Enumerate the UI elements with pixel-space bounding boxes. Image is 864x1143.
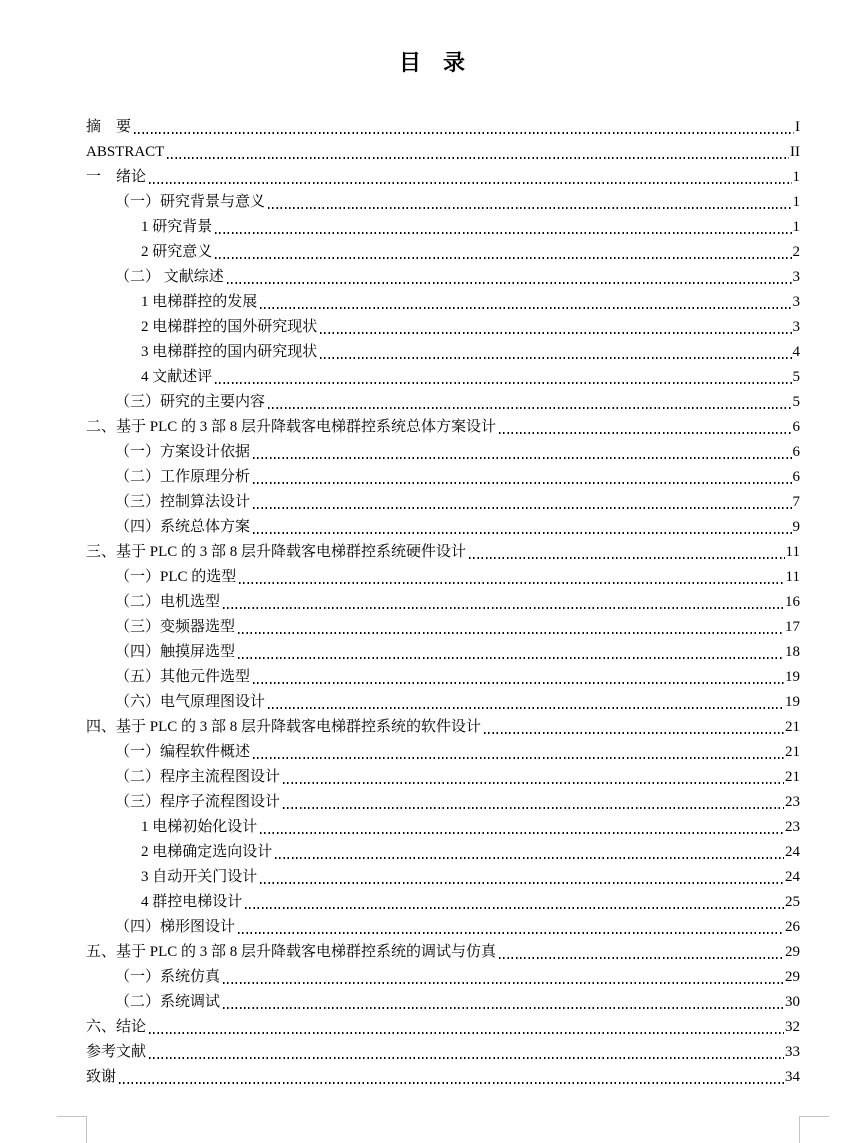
toc-entry-label: 一 绪论 [86,169,147,185]
toc-entry[interactable] [86,815,800,840]
dot-leader [320,357,791,359]
toc-entry[interactable] [86,990,800,1015]
dot-leader [283,807,784,809]
toc-entry-label: （二）电机选型 [115,594,221,610]
toc-entry-page: 32 [785,1019,800,1035]
toc-entry-label: 2 电梯群控的国外研究现状 [141,319,318,335]
margin-crop-mark-bottom-right [799,1116,829,1143]
dot-leader [268,707,784,709]
toc-entry-page: 3 [792,319,800,335]
toc-entry[interactable] [86,465,800,490]
toc-entry-label: 1 电梯初始化设计 [141,819,258,835]
toc-entry[interactable] [86,865,800,890]
toc-entry[interactable] [86,740,800,765]
toc-entry[interactable] [86,715,800,740]
toc-entry-label: 摘 要 [86,119,132,135]
toc-entry-label: （三）变频器选型 [115,619,236,635]
toc-entry-page: 6 [792,469,800,485]
toc-entry-page: II [790,144,800,160]
toc-list [86,115,800,1090]
toc-entry-label: （一）研究背景与意义 [115,194,266,210]
toc-entry-page: 17 [785,619,800,635]
dot-leader [215,257,791,259]
toc-entry-page: 24 [785,869,800,885]
toc-entry[interactable] [86,940,800,965]
toc-entry[interactable] [86,290,800,315]
toc-entry-label: （四）触摸屏选型 [115,644,236,660]
toc-entry[interactable] [86,640,800,665]
toc-entry-page: 9 [792,519,800,535]
toc-entry-label: （二）程序主流程图设计 [115,769,281,785]
dot-leader [260,832,784,834]
dot-leader [253,757,784,759]
dot-leader [238,657,784,659]
toc-entry-label: （四）梯形图设计 [115,919,236,935]
toc-entry[interactable] [86,565,800,590]
toc-entry-label: 致谢 [86,1069,117,1085]
toc-entry-label: 4 文献述评 [141,369,213,385]
dot-leader [238,632,784,634]
toc-entry-page: 21 [785,769,800,785]
toc-entry-page: 1 [792,219,800,235]
toc-entry-page: 1 [792,194,800,210]
toc-entry-label: 3 电梯群控的国内研究现状 [141,344,318,360]
toc-entry-label: （三）控制算法设计 [115,494,251,510]
toc-entry-page: 18 [785,644,800,660]
dot-leader [283,782,784,784]
toc-entry-label: 2 研究意义 [141,244,213,260]
dot-leader [260,307,791,309]
toc-entry[interactable] [86,340,800,365]
toc-entry[interactable] [86,315,800,340]
toc-entry-label: （三）程序子流程图设计 [115,794,281,810]
toc-entry-label: （二）系统调试 [115,994,221,1010]
toc-entry[interactable] [86,390,800,415]
dot-leader [223,607,784,609]
toc-entry[interactable] [86,790,800,815]
dot-leader [484,732,784,734]
toc-entry[interactable] [86,765,800,790]
dot-leader [268,207,791,209]
toc-entry-label: 2 电梯确定选向设计 [141,844,273,860]
toc-entry-label: 3 自动开关门设计 [141,869,258,885]
toc-entry[interactable] [86,365,800,390]
toc-entry-page: 2 [792,244,800,260]
dot-leader [238,932,784,934]
dot-leader [268,407,791,409]
toc-entry[interactable] [86,1015,800,1040]
toc-entry-label: （六）电气原理图设计 [115,694,266,710]
toc-entry-label: （一）系统仿真 [115,969,221,985]
dot-leader [149,1032,784,1034]
dot-leader [119,1082,784,1084]
toc-entry-label: 1 电梯群控的发展 [141,294,258,310]
toc-entry-page: 30 [785,994,800,1010]
toc-entry[interactable] [86,1040,800,1065]
toc-entry[interactable] [86,915,800,940]
toc-entry[interactable] [86,1065,800,1090]
toc-entry-page: 16 [785,594,800,610]
toc-entry-page: 26 [785,919,800,935]
toc-entry-page: 33 [785,1044,800,1060]
toc-entry-page: 7 [792,494,800,510]
toc-entry[interactable] [86,690,800,715]
toc-entry[interactable] [86,215,800,240]
toc-entry[interactable] [86,590,800,615]
toc-entry-page: 3 [792,294,800,310]
toc-entry[interactable] [86,515,800,540]
toc-entry-page: 5 [792,369,800,385]
toc-entry-page: 21 [785,744,800,760]
toc-entry[interactable] [86,190,800,215]
toc-entry[interactable] [86,965,800,990]
toc-entry-label: （三）研究的主要内容 [115,394,266,410]
toc-entry[interactable] [86,115,800,140]
toc-entry-label: ABSTRACT [86,144,165,160]
toc-entry[interactable] [86,840,800,865]
toc-entry-page: 19 [785,669,800,685]
dot-leader [469,557,785,559]
toc-entry[interactable] [86,165,800,190]
dot-leader [227,282,792,284]
toc-entry-page: 4 [792,344,800,360]
toc-entry[interactable] [86,615,800,640]
dot-leader [215,382,791,384]
toc-entry-page: 6 [792,444,800,460]
dot-leader [320,332,791,334]
toc-entry-page: I [795,119,800,135]
dot-leader [253,682,784,684]
dot-leader [223,1007,784,1009]
dot-leader [149,182,791,184]
dot-leader [253,507,791,509]
toc-entry-page: 19 [785,694,800,710]
toc-entry-label: （二） 文献综述 [115,269,224,285]
toc-entry-label: 1 研究背景 [141,219,213,235]
toc-entry-page: 1 [792,169,800,185]
toc-entry[interactable] [86,665,800,690]
toc-entry-page: 5 [792,394,800,410]
dot-leader [253,482,791,484]
dot-leader [134,132,794,134]
dot-leader [167,157,789,159]
dot-leader [260,882,784,884]
toc-entry[interactable] [86,265,800,290]
dot-leader [253,457,791,459]
toc-entry-page: 3 [792,269,800,285]
toc-entry-page: 23 [785,819,800,835]
dot-leader [499,957,784,959]
toc-entry-page: 11 [785,569,800,585]
dot-leader [275,857,784,859]
dot-leader [499,432,791,434]
toc-title: 目 录 [398,50,465,75]
toc-entry-page: 24 [785,844,800,860]
toc-entry-label: 参考文献 [86,1044,147,1060]
dot-leader [239,582,784,584]
toc-entry[interactable] [86,240,800,265]
dot-leader [149,1057,784,1059]
toc-entry-label: （二）工作原理分析 [115,469,251,485]
toc-entry[interactable] [86,490,800,515]
toc-entry-page: 29 [785,969,800,985]
toc-entry-label: 二、基于 PLC 的 3 部 8 层升降载客电梯群控系统总体方案设计 [86,419,497,435]
toc-entry-label: 四、基于 PLC 的 3 部 8 层升降载客电梯群控系统的软件设计 [86,719,482,735]
toc-entry-label: 三、基于 PLC 的 3 部 8 层升降载客电梯群控系统硬件设计 [86,544,467,560]
toc-entry-label: （四）系统总体方案 [115,519,251,535]
dot-leader [245,907,784,909]
toc-entry[interactable] [86,415,800,440]
toc-entry[interactable] [86,140,800,165]
toc-entry[interactable] [86,890,800,915]
toc-entry-page: 6 [792,419,800,435]
toc-entry-page: 23 [785,794,800,810]
toc-entry[interactable] [86,440,800,465]
toc-entry-page: 21 [785,719,800,735]
toc-entry-label: （五）其他元件选型 [115,669,251,685]
toc-entry-label: （一）编程软件概述 [115,744,251,760]
toc-entry-label: 五、基于 PLC 的 3 部 8 层升降载客电梯群控系统的调试与仿真 [86,944,497,960]
margin-crop-mark-bottom-left [57,1116,87,1143]
toc-entry-label: （一）方案设计依据 [115,444,251,460]
toc-entry-page: 25 [785,894,800,910]
dot-leader [215,232,791,234]
toc-entry-label: 六、结论 [86,1019,147,1035]
toc-entry-page: 11 [785,544,800,560]
toc-entry[interactable] [86,540,800,565]
toc-entry-page: 29 [785,944,800,960]
toc-entry-label: （一）PLC 的选型 [115,569,237,585]
dot-leader [253,532,791,534]
dot-leader [223,982,784,984]
toc-entry-page: 34 [785,1069,800,1085]
toc-entry-label: 4 群控电梯设计 [141,894,243,910]
